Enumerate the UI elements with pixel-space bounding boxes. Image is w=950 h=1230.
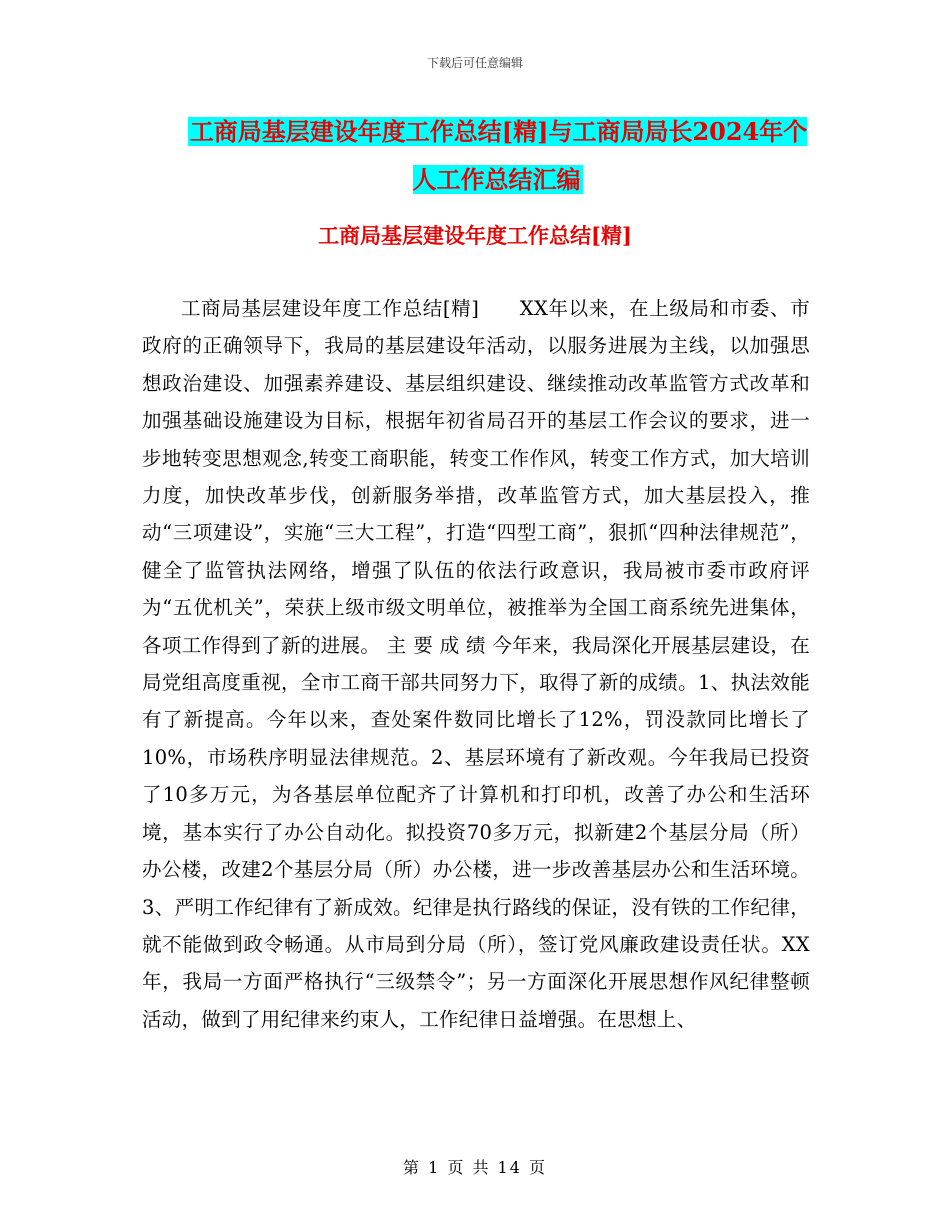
main-title-highlight: 工商局基层建设年度工作总结[精]与工商局局长2024年个人工作总结汇编	[189, 117, 808, 194]
body-paragraph: 工商局基层建设年度工作总结[精] XX年以来，在上级局和市委、市政府的正确领导下，我局的基层建设年活动，以服务进展为主线，以加强思想政治建设、加强素养建设、基层组织建设、继续推动改革监管方式改革和加强基础设施建设为目标，根据年初省局召开的基层工作会议的要求，进一步地转变思想观念,转变工商职能，转变工作作风，转变工作方式，加大培训力度，加快改革步伐，创新服务举措，改革监管方式，加大基层投入，推动“三项建设”，实施“三大工程”，打造“四型工商”，狠抓“四种法律规范”，健全了监管执法网络，增强了队伍的依法行政意识，我局被市委市政府评为“五优机关”，荣获上级市级文明单位，被推举为全国工商系统先进集体，各项工作得到了新的进展。 主 要 成 绩 今年来，我局深化开展基层建设，在局党组高度重视，全市工商干部共同努力下，取得了新的成绩。1、执法效能有了新提高。今年以来，查处案件数同比增长了12%，罚没款同比增长了10%，市场秩序明显法律规范。2、基层环境有了新改观。今年我局已投资了10多万元，为各基层单位配齐了计算机和打印机，改善了办公和生活环境，基本实行了办公自动化。拟投资70多万元，拟新建2个基层分局（所）办公楼，改建2个基层分局（所）办公楼，进一步改善基层办公和生活环境。3、严明工作纪律有了新成效。纪律是执行路线的保证，没有铁的工作纪律，就不能做到政令畅通。从市局到分局（所），签订党风廉政建设责任状。XX年，我局一方面严格执行“三级禁令”；另一方面深化开展思想作风纪律整顿活动，做到了用纪律来约束人，工作纪律日益增强。在思想上、	[142, 297, 810, 1031]
document-main-title	[185, 108, 810, 204]
section-title: 工商局基层建设年度工作总结[精]	[318, 223, 632, 248]
page-number-footer: 第 1 页 共 14 页	[403, 1158, 547, 1177]
header-note: 下载后可任意编辑	[426, 56, 523, 70]
